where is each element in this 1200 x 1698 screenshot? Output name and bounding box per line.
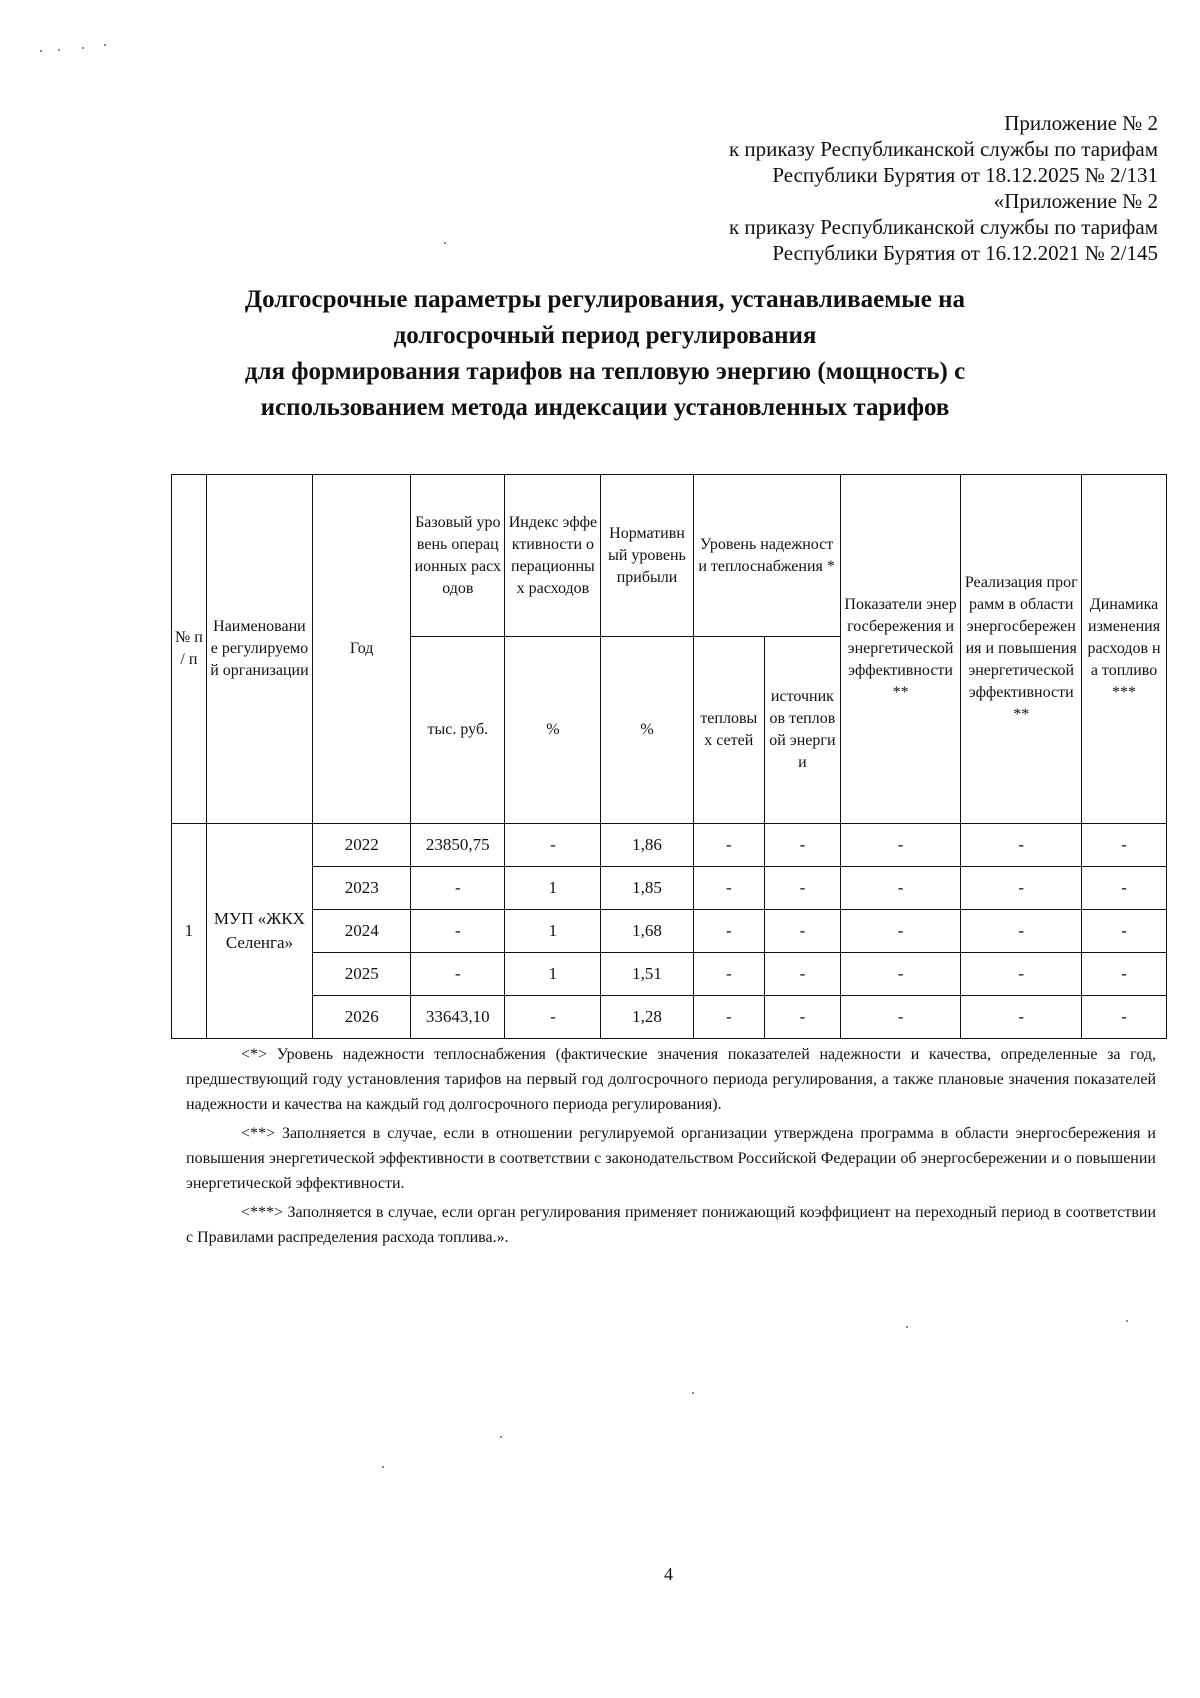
scan-speck: [58, 49, 60, 51]
header-profit-level: Нормативный уровень прибыли: [601, 475, 693, 637]
cell-sources: -: [765, 824, 841, 867]
scan-speck: [382, 1466, 384, 1468]
cell-energy: -: [840, 910, 961, 953]
header-energy-program: Реализация программ в области энергосбережения и повышения энергетической эффективности **: [961, 475, 1082, 824]
cell-year: 2026: [313, 996, 411, 1039]
title-line: долгосрочный период регулирования: [393, 322, 817, 349]
header-line: «Приложение № 2: [993, 189, 1158, 213]
parameters-table: [171, 474, 1167, 1039]
header-reliability: Уровень надежности теплоснабжения *: [693, 475, 840, 637]
cell-fuel: -: [1082, 910, 1167, 953]
cell-networks: -: [693, 910, 765, 953]
cell-index: 1: [505, 910, 601, 953]
header-line: к приказу Республиканской службы по тарифам: [728, 215, 1158, 239]
cell-sources: -: [765, 953, 841, 996]
cell-fuel: -: [1082, 867, 1167, 910]
footnotes: [186, 1042, 1156, 1254]
scan-speck: [500, 1436, 502, 1438]
cell-energy: -: [840, 824, 961, 867]
cell-base: -: [411, 867, 505, 910]
cell-base: -: [411, 953, 505, 996]
scan-speck: [906, 1326, 908, 1328]
cell-sources: -: [765, 867, 841, 910]
cell-fuel: -: [1082, 996, 1167, 1039]
cell-profit: 1,51: [601, 953, 693, 996]
scan-speck: [692, 1392, 694, 1394]
table-row: [172, 910, 1167, 953]
header-line: Республики Бурятия от 18.12.2025 № 2/131: [772, 163, 1158, 187]
title-line: Долгосрочные параметры регулирования, устанавливаемые на: [244, 286, 966, 313]
cell-profit: 1,86: [601, 824, 693, 867]
header-heat-networks: тепловых сетей: [693, 637, 765, 824]
cell-year: 2024: [313, 910, 411, 953]
footnote: <*> Уровень надежности теплоснабжения (фактические значения показателей надежности и качества, определенные за год, предшествующий году установления тарифов на первый год долгосрочного периода регулирования, а также плановые значения показателей надежности и качества на каждый год долгосрочного периода регулирования).: [186, 1046, 1156, 1113]
header-energy-indicators: Показатели энергосбережения и энергетической эффективности **: [840, 475, 961, 824]
scan-speck: [82, 47, 84, 49]
unit-base: тыс. руб.: [411, 637, 505, 824]
cell-base: 33643,10: [411, 996, 505, 1039]
row-number: 1: [172, 824, 207, 1039]
scan-speck: [444, 242, 446, 244]
cell-program: -: [961, 953, 1082, 996]
header-heat-sources: источников тепловой энергии: [765, 637, 841, 824]
header-base-level: Базовый уровень операционных расходов: [411, 475, 505, 637]
header-row-1: [172, 475, 1167, 637]
unit-profit: %: [601, 637, 693, 824]
cell-energy: -: [840, 996, 961, 1039]
cell-sources: -: [765, 996, 841, 1039]
header-line: Приложение № 2: [1004, 111, 1158, 135]
cell-profit: 1,85: [601, 867, 693, 910]
cell-base: -: [411, 910, 505, 953]
cell-fuel: -: [1082, 953, 1167, 996]
header-fuel-dynamics: Динамика изменения расходов на топливо ***: [1082, 475, 1167, 824]
header-efficiency-index: Индекс эффективности операционных расходов: [505, 475, 601, 637]
header-line: Республики Бурятия от 16.12.2021 № 2/145: [772, 241, 1158, 265]
title-line: использованием метода индексации установленных тарифов: [260, 394, 950, 421]
cell-sources: -: [765, 910, 841, 953]
table-row: [172, 996, 1167, 1039]
cell-energy: -: [840, 867, 961, 910]
page-number: 4: [664, 1564, 673, 1584]
header-number: № п / п: [172, 475, 207, 824]
cell-profit: 1,28: [601, 996, 693, 1039]
cell-year: 2022: [313, 824, 411, 867]
footnote: <**> Заполняется в случае, если в отношении регулируемой организации утверждена программа в области энергосбережения и повышения энергетической эффективности в соответствии с законодательством Российской Федерации об энергосбережении и о повышении энергетической эффективности.: [186, 1125, 1156, 1192]
title-line: для формирования тарифов на тепловую энергию (мощность) с: [244, 358, 966, 385]
scan-speck: [1126, 1320, 1128, 1322]
unit-index: %: [505, 637, 601, 824]
header-line: к приказу Республиканской службы по тарифам: [728, 137, 1158, 161]
cell-program: -: [961, 824, 1082, 867]
document-title: [160, 282, 1050, 426]
table-row: [172, 824, 1167, 867]
table-row: [172, 867, 1167, 910]
cell-energy: -: [840, 953, 961, 996]
cell-year: 2023: [313, 867, 411, 910]
cell-networks: -: [693, 953, 765, 996]
cell-base: 23850,75: [411, 824, 505, 867]
table-row: [172, 953, 1167, 996]
cell-index: 1: [505, 953, 601, 996]
cell-networks: -: [693, 867, 765, 910]
cell-index: -: [505, 996, 601, 1039]
cell-profit: 1,68: [601, 910, 693, 953]
cell-networks: -: [693, 824, 765, 867]
cell-index: -: [505, 824, 601, 867]
cell-program: -: [961, 867, 1082, 910]
cell-networks: -: [693, 996, 765, 1039]
organization-name: МУП «ЖКХ Селенга»: [206, 824, 312, 1039]
appendix-header: [458, 110, 1158, 266]
cell-year: 2025: [313, 953, 411, 996]
cell-program: -: [961, 910, 1082, 953]
header-organization: Наименование регулируемой организации: [206, 475, 312, 824]
scan-speck: [40, 50, 42, 52]
scan-speck: [104, 44, 106, 46]
cell-fuel: -: [1082, 824, 1167, 867]
footnote: <***> Заполняется в случае, если орган регулирования применяет понижающий коэффициент на переходный период в соответствии с Правилами распределения расхода топлива.».: [186, 1204, 1156, 1246]
header-year: Год: [313, 475, 411, 824]
cell-index: 1: [505, 867, 601, 910]
cell-program: -: [961, 996, 1082, 1039]
